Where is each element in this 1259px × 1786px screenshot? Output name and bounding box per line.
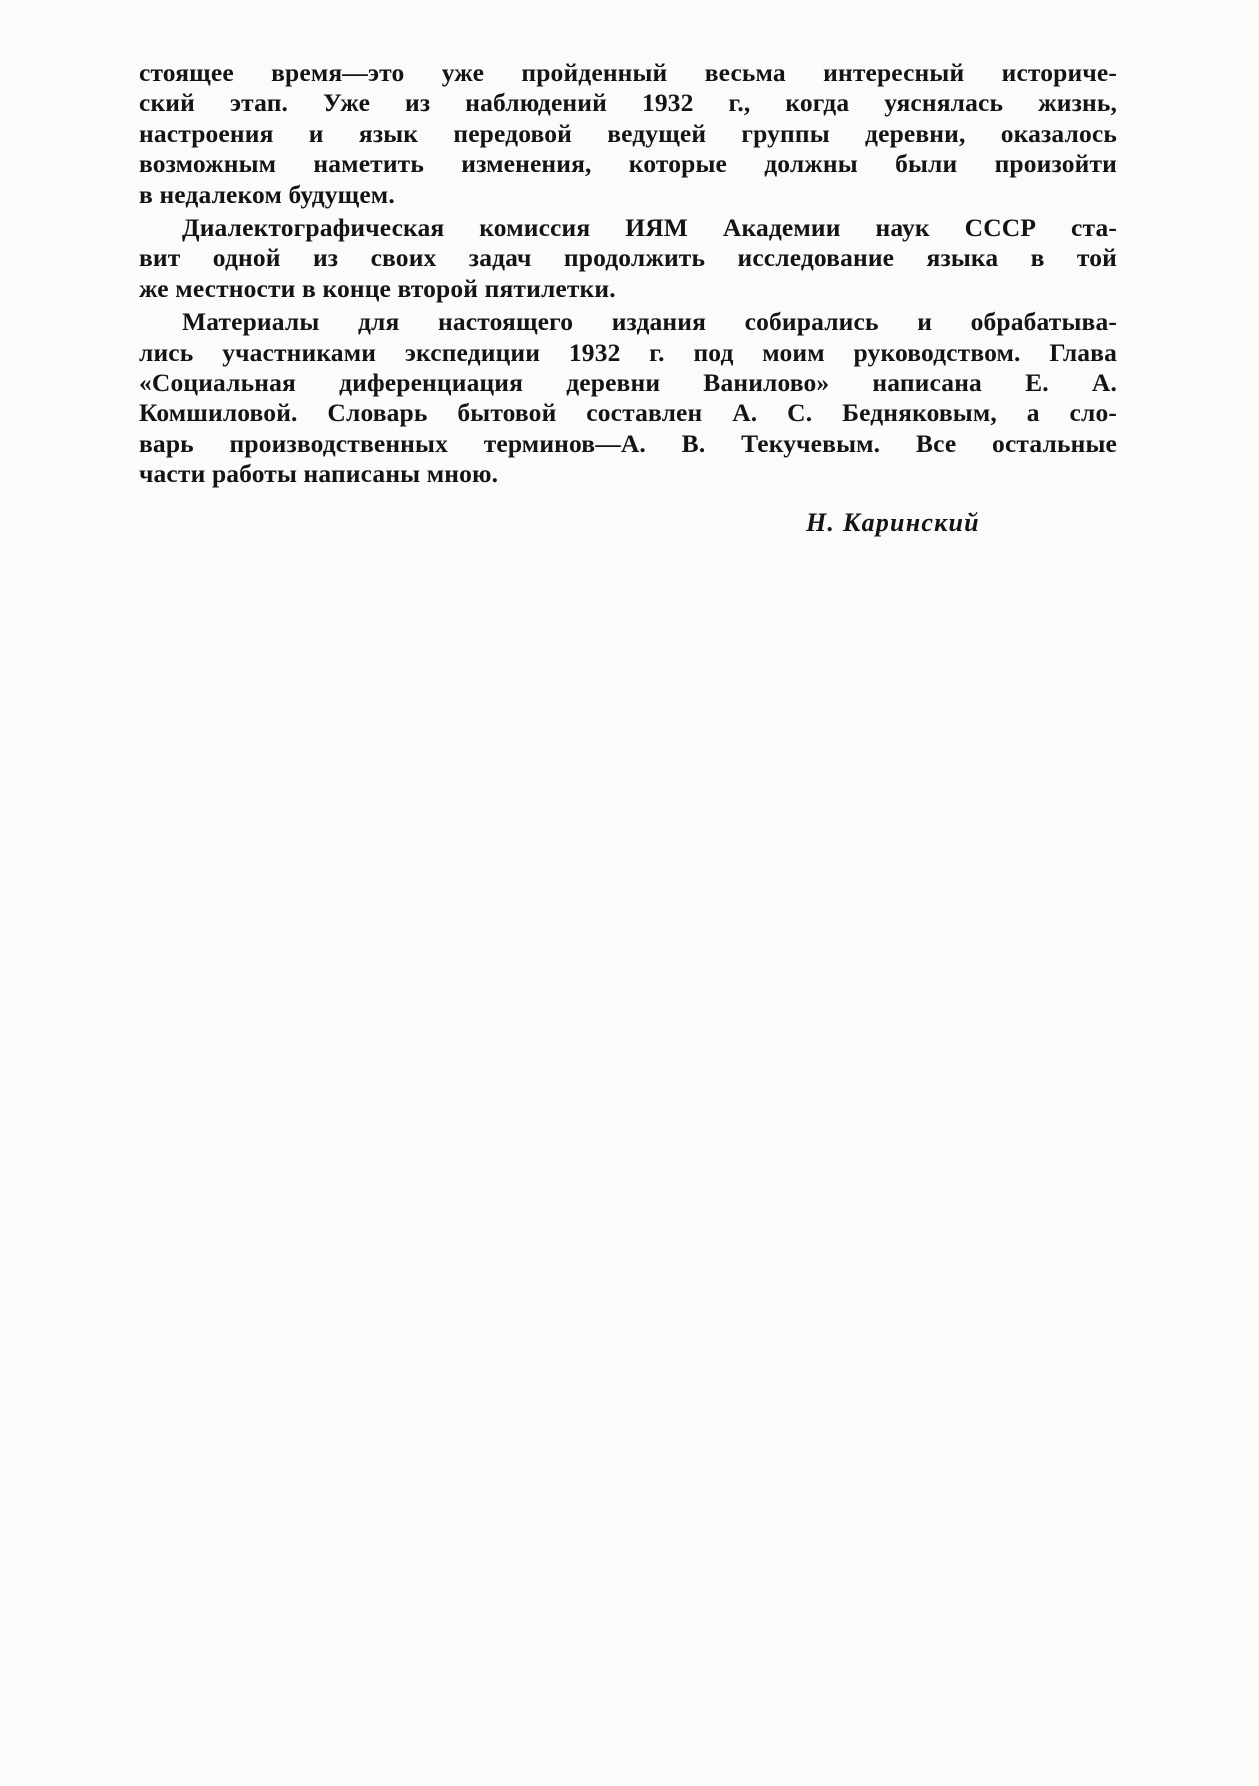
text-line: лись участниками экспедиции 1932 г. под моим руководством. Глава — [139, 337, 1117, 367]
text-line: варь производственных терминов—А. В. Текучевым. Все остальные — [139, 428, 1117, 458]
text-line: возможным наметить изменения, которые должны были произойти — [139, 149, 1117, 179]
paragraph-3 — [139, 307, 1117, 489]
paragraph-2 — [139, 213, 1117, 304]
text-line: же местности в конце второй пятилетки. — [139, 273, 616, 303]
body-text — [139, 58, 1117, 489]
author-signature: Н. Каринский — [806, 508, 980, 537]
paragraph-1 — [139, 58, 1117, 210]
text-line: «Социальная диференциация деревни Ванилово» написана Е. А. — [139, 367, 1117, 397]
text-line: стоящее время—это уже пройденный весьма интересный историче- — [139, 58, 1117, 87]
text-line: части работы написаны мною. — [139, 459, 499, 489]
text-line: настроения и язык передовой ведущей группы деревни, оказалось — [139, 118, 1117, 148]
text-line: Комшиловой. Словарь бытовой составлен А. С. Бедняковым, а сло- — [139, 398, 1117, 428]
text-line: ский этап. Уже из наблюдений 1932 г., когда уяснялась жизнь, — [139, 88, 1117, 118]
text-line: в недалеком будущем. — [139, 179, 395, 209]
text-line: вит одной из своих задач продолжить исследование языка в той — [139, 243, 1117, 273]
text-line: Диалектографическая комиссия ИЯМ Академии наук СССР ста- — [182, 212, 1117, 242]
text-line: Материалы для настоящего издания собирались и обрабатыва- — [182, 307, 1117, 337]
